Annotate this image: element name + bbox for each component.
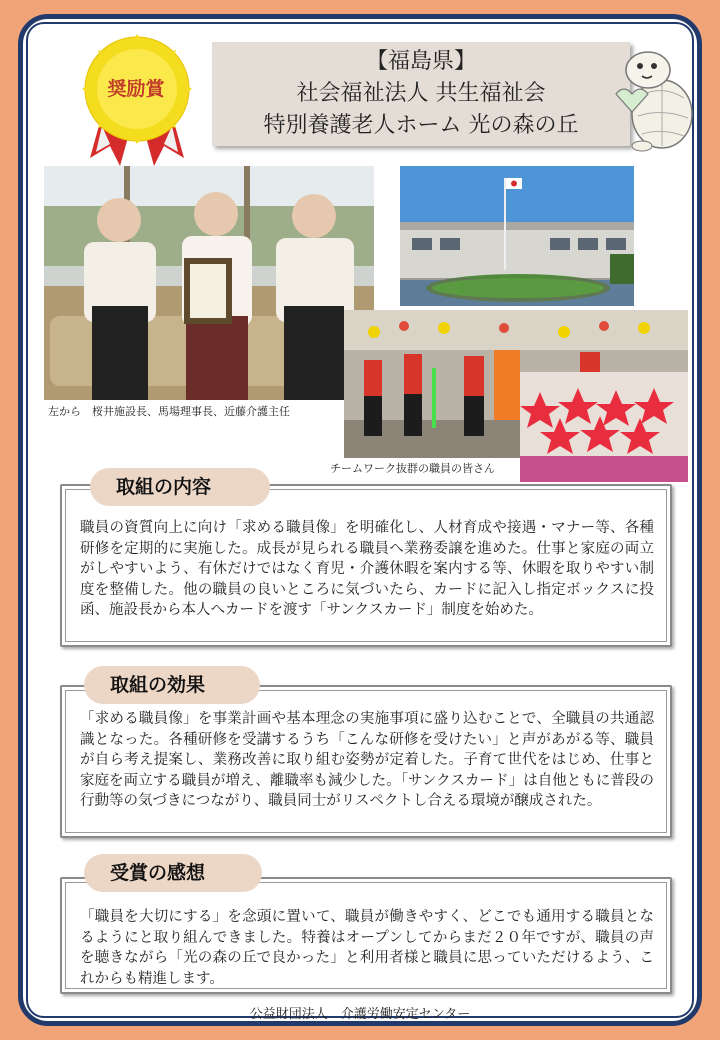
section-impression-heading: 受賞の感想: [84, 854, 262, 892]
section-content-heading: 取組の内容: [90, 468, 270, 506]
section-content-box: [60, 484, 672, 647]
section-impression-box: [60, 877, 672, 994]
star-costume-photo: [520, 372, 688, 482]
section-impression-body: 「職員を大切にする」を念頭に置いて、職員が働きやすく、どこでも通用する職員となるようにと取り組んできました。特養はオープンしてからまだ２０年ですが、職員の声を聴きながら「光の森の丘で良かった」と利用者様と職員に思っていただけるよう、これからも精進します。: [80, 909, 654, 987]
staff-photo-caption: 左から 桜井施設長、馬場理事長、近藤介護主任: [48, 405, 290, 418]
title-corporation: 社会福祉法人 共生福祉会: [296, 81, 546, 106]
turtle-mascot-icon: [612, 44, 694, 152]
award-label: 奨励賞: [107, 78, 165, 100]
title-box: [212, 42, 630, 146]
team-photo-caption: チームワーク抜群の職員の皆さん: [330, 462, 495, 475]
section-effect-box: [60, 685, 672, 838]
section-effect-heading: 取組の効果: [84, 666, 260, 704]
section-content-body: 職員の資質向上に向け「求める職員像」を明確化し、人材育成や接遇・マナー等、各種研修を定期的に実施した。成長が見られる職員へ業務委譲を進めた。仕事と家庭の両立がしやすいよう、有休だけではなく育児・介護休暇を案内する等、休暇を取りやすい制度を整備した。他の職員の良いところに気づいたら、カードに記入し指定ボックスに投函、施設長から本人へカードを渡す「サンクスカード」制度を始めた。: [80, 520, 654, 618]
section-effect-body: 「求める職員像」を事業計画や基本理念の実施事項に盛り込むことで、全職員の共通認識となった。各種研修を受講するうち「こんな研修を受けたい」と声があがる等、職員が自ら考え提案し、業務改善に取り組む姿勢が定着した。子育て世代をはじめ、仕事と家庭を両立する職員が増え、離職率も減少した。「サンクスカード」は自他ともに普段の行動等の気づきにつながり、職員同士がリスペクトし合える環境が醸成された。: [80, 711, 654, 809]
building-photo: [400, 166, 634, 306]
title-facility: 特別養護老人ホーム 光の森の丘: [263, 113, 579, 138]
title-prefecture: 【福島県】: [365, 49, 476, 74]
footer-organization: 公益財団法人 介護労働安定センター: [249, 1007, 471, 1022]
staff-photo: [44, 166, 374, 400]
